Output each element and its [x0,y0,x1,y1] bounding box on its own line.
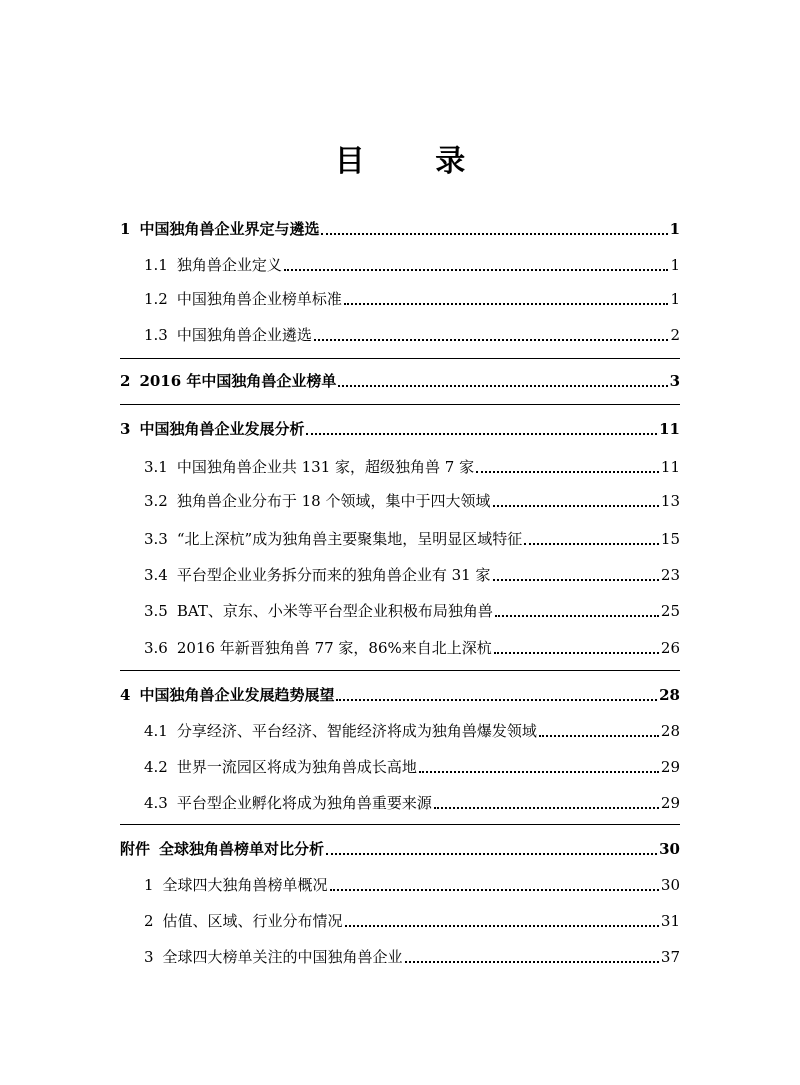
toc-leader-dots [338,385,667,387]
section-divider [120,824,680,825]
toc-entry-title: 平台型企业业务拆分而来的独角兽企业有 31 家 [176,566,491,584]
toc-entry-number: 3 [120,420,131,438]
toc-leader-dots [326,853,657,855]
toc-entry[interactable] [120,946,680,968]
toc-leader-dots [495,615,659,617]
toc-entry-page: 29 [660,794,680,812]
toc-entry-number: 3.2 [144,492,168,510]
toc-entry-title: 中国独角兽企业发展趋势展望 [139,686,335,704]
page-title: 目 录 [334,144,496,179]
toc-entry-title: 平台型企业孵化将成为独角兽重要来源 [176,794,432,812]
toc-entry-page: 2 [670,326,680,344]
toc-entry-page: 28 [660,722,680,740]
toc-entry-number: 1 [120,220,131,238]
toc-leader-dots [493,579,659,581]
toc-entry-title: 中国独角兽企业遴选 [176,326,312,344]
toc-leader-dots [314,339,668,341]
toc-entry[interactable] [120,456,680,478]
toc-entry-number: 3.3 [144,530,168,548]
toc-entry-number: 3.4 [144,566,168,584]
toc-entry-page: 1 [670,290,680,308]
toc-entry-title: “北上深杭”成为独角兽主要聚集地，呈明显区域特征 [176,530,523,548]
toc-entry-page: 1 [670,256,680,274]
toc-entry-page: 29 [660,758,680,776]
toc-entry-title: 估值、区域、行业分布情况 [162,912,343,930]
toc-leader-dots [405,961,659,963]
section-divider [120,358,680,359]
toc-entry-title: 2016 年中国独角兽企业榜单 [139,372,337,390]
section-divider [120,404,680,405]
toc-leader-dots [321,233,667,235]
toc-entry-number: 4 [120,686,131,704]
toc-entry-title: 2016 年新晋独角兽 77 家，86%来自北上深杭 [176,639,492,657]
toc-leader-dots [419,771,659,773]
toc-entry-number: 附件 [120,840,151,858]
toc-entry-title: 中国独角兽企业发展分析 [139,420,305,438]
toc-entry[interactable] [120,564,680,586]
toc-entry[interactable] [120,756,680,778]
toc-entry-page: 13 [660,492,680,510]
toc-entry-page: 37 [660,948,680,966]
toc-entry-title: 独角兽企业定义 [176,256,282,274]
toc-entry-page: 31 [660,912,680,930]
toc-entry[interactable] [120,874,680,896]
toc-entry-number: 2 [144,912,154,930]
toc-entry-page: 25 [660,602,680,620]
toc-entry-title: 独角兽企业分布于 18 个领域，集中于四大领域 [176,492,491,510]
toc-entry-page: 28 [659,686,680,704]
toc-entry-page: 15 [660,530,680,548]
toc-entry-number: 1.3 [144,326,168,344]
section-divider [120,670,680,671]
toc-entry[interactable] [120,792,680,814]
toc-entry-title: 全球独角兽榜单对比分析 [159,840,325,858]
toc-entry-number: 3.6 [144,639,168,657]
toc-entry-page: 11 [660,458,680,476]
toc-leader-dots [330,889,659,891]
toc-entry-page: 30 [660,876,680,894]
toc-entry[interactable] [120,528,680,550]
toc-entry-number: 3 [144,948,154,966]
toc-leader-dots [306,433,657,435]
toc-leader-dots [494,652,659,654]
toc-leader-dots [345,925,659,927]
toc-entry-number: 1.1 [144,256,168,274]
toc-entry-number: 4.2 [144,758,168,776]
toc-leader-dots [336,699,657,701]
toc-leader-dots [344,303,668,305]
toc-leader-dots [539,735,659,737]
toc-entry-title: 中国独角兽企业共 131 家，超级独角兽 7 家 [176,458,475,476]
toc-entry-number: 1.2 [144,290,168,308]
toc-entry[interactable] [120,720,680,742]
toc-entry-number: 4.1 [144,722,168,740]
toc-leader-dots [476,471,659,473]
toc-entry-title: 中国独角兽企业榜单标准 [176,290,342,308]
toc-entry-page: 1 [669,220,680,238]
toc-entry[interactable] [120,370,680,392]
toc-entry-number: 3.1 [144,458,168,476]
toc-entry-page: 3 [669,372,680,390]
toc-entry[interactable] [120,600,680,622]
toc-entry[interactable] [120,684,680,706]
toc-leader-dots [284,269,668,271]
toc-entry-page: 11 [659,420,680,438]
toc-entry[interactable] [120,637,680,659]
toc-leader-dots [524,543,659,545]
toc-entry-page: 26 [660,639,680,657]
toc-entry[interactable] [120,838,680,860]
toc-entry[interactable] [120,490,680,512]
toc-entry-title: 全球四大榜单关注的中国独角兽企业 [162,948,403,966]
toc-entry[interactable] [120,288,680,310]
toc-entry-page: 30 [659,840,680,858]
toc-leader-dots [493,505,659,507]
toc-entry[interactable] [120,910,680,932]
toc-entry[interactable] [120,324,680,346]
toc-entry-title: 全球四大独角兽榜单概况 [162,876,328,894]
toc-entry-title: 中国独角兽企业界定与遴选 [139,220,320,238]
toc-entry[interactable] [120,418,680,440]
toc-entry-number: 1 [144,876,154,894]
toc-entry-number: 4.3 [144,794,168,812]
toc-entry-number: 2 [120,372,131,390]
toc-entry-page: 23 [660,566,680,584]
toc-leader-dots [434,807,659,809]
toc-entry-title: 世界一流园区将成为独角兽成长高地 [176,758,417,776]
toc-entry[interactable] [120,218,680,240]
toc-entry-number: 3.5 [144,602,168,620]
toc-entry-title: BAT、京东、小米等平台型企业积极布局独角兽 [176,602,493,620]
toc-entry-title: 分享经济、平台经济、智能经济将成为独角兽爆发领域 [176,722,537,740]
toc-entry[interactable] [120,254,680,276]
